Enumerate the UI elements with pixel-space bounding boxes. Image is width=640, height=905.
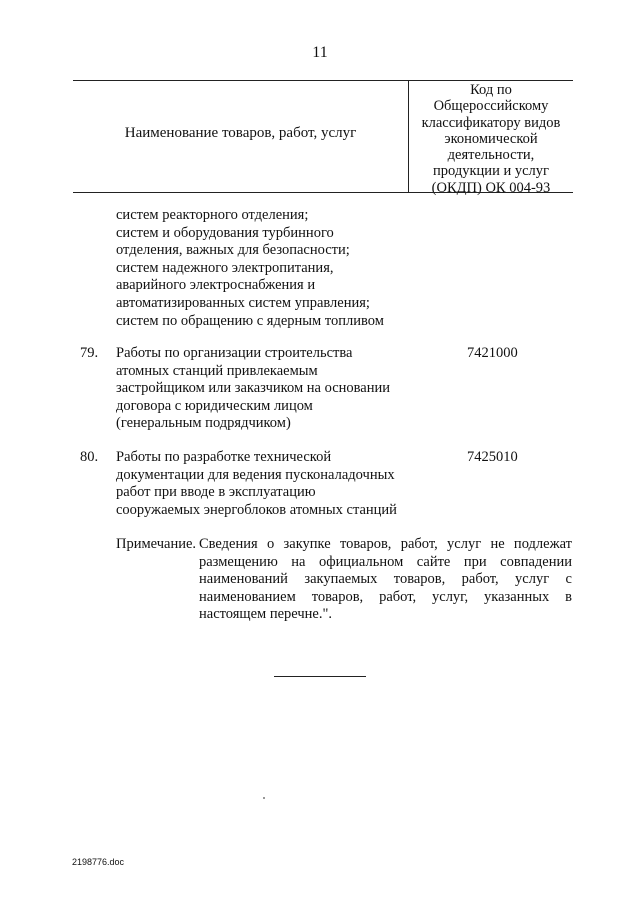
item-number: 79. xyxy=(80,345,99,361)
text-line: (генеральным подрядчиком) xyxy=(116,415,291,432)
footer-document-id: 2198776.doc xyxy=(72,857,125,867)
text-line: систем надежного электропитания, xyxy=(116,259,334,276)
text-line: договора с юридическим лицом xyxy=(116,397,313,414)
text-line: наименованием товаров, работ, услуг, указанных в xyxy=(199,588,572,605)
header-code-line: классификатору видов xyxy=(421,114,561,131)
continued-item-text xyxy=(116,207,416,330)
header-code-line: (ОКДП) ОК 004-93 xyxy=(431,179,551,196)
item-description xyxy=(116,449,416,519)
item-number: 80. xyxy=(80,449,99,465)
scan-speck xyxy=(263,797,265,799)
note-label: Примечание. xyxy=(116,536,197,552)
header-code-line: деятельности, xyxy=(447,147,535,164)
page-number: 11 xyxy=(312,44,328,61)
header-bottom-rule xyxy=(73,192,573,193)
text-line: атомных станций привлекаемым xyxy=(116,362,318,379)
note-text xyxy=(199,536,572,624)
header-name-column: Наименование товаров, работ, услуг xyxy=(124,125,357,141)
text-line: наименований закупаемых товаров, работ, услуг с xyxy=(199,571,572,588)
header-code-line: Код по xyxy=(470,82,512,98)
text-line: систем реакторного отделения; xyxy=(116,207,309,223)
header-code-line: Общероссийскому xyxy=(433,98,549,115)
text-line: застройщиком или заказчиком на основании xyxy=(116,380,391,397)
end-of-document-rule xyxy=(274,676,366,677)
text-line: Сведения о закупке товаров, работ, услуг не подлежат xyxy=(199,536,572,552)
header-code-line: продукции и услуг xyxy=(433,163,549,180)
text-line: настоящем перечне.". xyxy=(199,606,332,623)
text-line: аварийного электроснабжения и xyxy=(116,277,316,294)
item-code: 7421000 xyxy=(467,345,518,361)
text-line: работ при вводе в эксплуатацию xyxy=(116,484,316,501)
text-line: документации для ведения пусконаладочных xyxy=(116,466,395,483)
text-line: систем и оборудования турбинного xyxy=(116,224,334,241)
header-code-column xyxy=(409,82,573,196)
text-line: Работы по организации строительства xyxy=(116,345,353,361)
header-code-line: экономической xyxy=(444,130,538,147)
item-description xyxy=(116,345,416,433)
header-top-rule xyxy=(73,80,573,81)
text-line: отделения, важных для безопасности; xyxy=(116,242,350,259)
text-line: сооружаемых энергоблоков атомных станций xyxy=(116,501,397,518)
text-line: Работы по разработке технической xyxy=(116,449,332,465)
text-line: автоматизированных систем управления; xyxy=(116,294,370,311)
text-line: систем по обращению с ядерным топливом xyxy=(116,312,384,329)
text-line: размещению на официальном сайте при совпадении xyxy=(199,553,572,570)
item-code: 7425010 xyxy=(467,449,518,465)
